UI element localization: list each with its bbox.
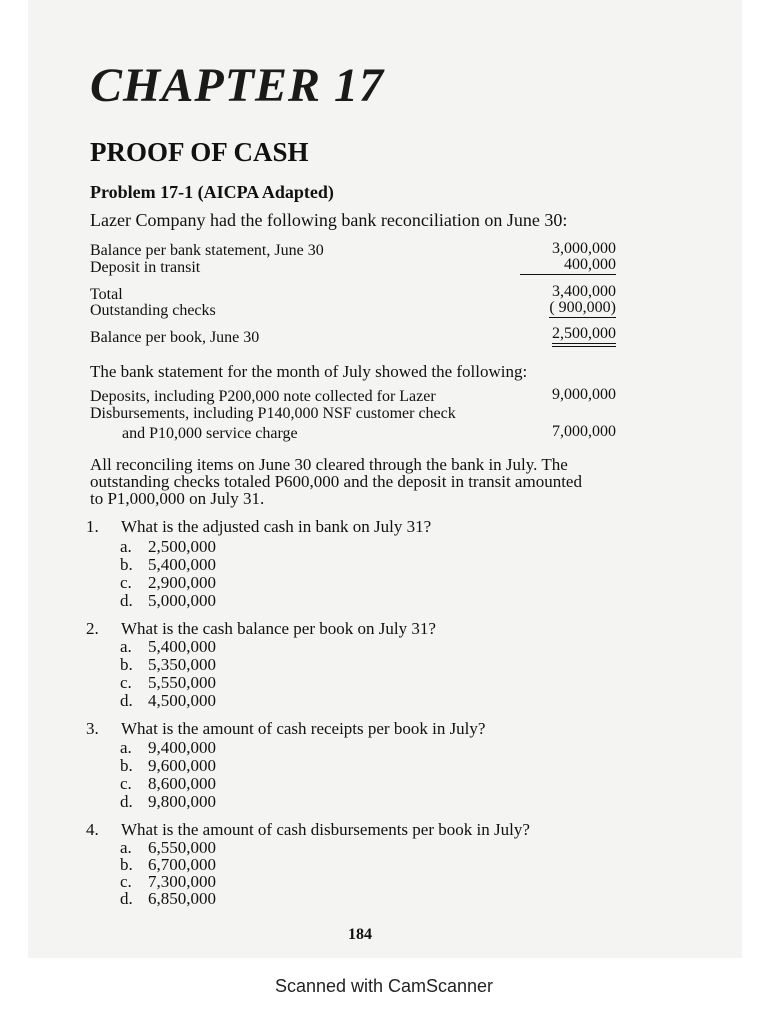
statement-value: 7,000,000: [552, 423, 616, 440]
answer-option: [120, 793, 216, 811]
bank-statement-intro: The bank statement for the month of July showed the following:: [90, 362, 528, 381]
option-value: 2,500,000: [148, 537, 216, 556]
question-number: 4.: [86, 820, 99, 839]
question-text: What is the cash balance per book on July 31?: [121, 619, 436, 638]
question-number: 2.: [86, 619, 99, 638]
rec-label: Total: [90, 286, 123, 303]
paragraph-line: outstanding checks totaled P600,000 and the deposit in transit amounted: [90, 472, 582, 491]
option-letter: d.: [120, 591, 133, 610]
answer-option: [120, 538, 216, 556]
option-value: 9,800,000: [148, 792, 216, 811]
option-letter: d.: [120, 792, 133, 811]
option-letter: d.: [120, 691, 133, 710]
option-letter: c.: [120, 872, 132, 891]
option-letter: c.: [120, 673, 132, 692]
answer-option: [120, 775, 216, 793]
rec-value: 400,000: [520, 256, 616, 275]
section-title: PROOF OF CASH: [90, 137, 309, 167]
answer-option: [120, 757, 216, 775]
problem-intro: Lazer Company had the following bank reconciliation on June 30:: [90, 210, 568, 230]
option-value: 6,700,000: [148, 855, 216, 874]
rec-value: ( 900,000): [549, 299, 616, 316]
option-letter: a.: [120, 738, 132, 757]
rec-label: Outstanding checks: [90, 302, 216, 319]
option-value: 6,550,000: [148, 838, 216, 857]
answer-option: [120, 656, 216, 674]
option-value: 6,850,000: [148, 889, 216, 908]
answer-option: [120, 556, 216, 574]
answer-option: [120, 638, 216, 656]
question-text: What is the amount of cash disbursements per book in July?: [121, 820, 530, 839]
answer-option: [120, 739, 216, 757]
answer-option: [120, 574, 216, 592]
option-value: 8,600,000: [148, 774, 216, 793]
rec-value: 3,400,000: [552, 283, 616, 300]
question-text: What is the amount of cash receipts per book in July?: [121, 719, 486, 738]
problem-heading: Problem 17-1 (AICPA Adapted): [90, 182, 334, 202]
option-value: 9,600,000: [148, 756, 216, 775]
chapter-heading: CHAPTER 17: [90, 59, 385, 112]
option-letter: a.: [120, 537, 132, 556]
option-value: 5,350,000: [148, 655, 216, 674]
option-value: 2,900,000: [148, 573, 216, 592]
option-value: 5,550,000: [148, 673, 216, 692]
answer-option: [120, 692, 216, 710]
question-number: 3.: [86, 719, 99, 738]
rec-value: 3,000,000: [552, 240, 616, 257]
option-letter: b.: [120, 555, 133, 574]
option-value: 7,300,000: [148, 872, 216, 891]
page-margin: [0, 0, 28, 958]
answer-option: [120, 674, 216, 692]
option-letter: b.: [120, 756, 133, 775]
option-letter: b.: [120, 855, 133, 874]
scanned-page: [28, 0, 742, 958]
statement-label: Deposits, including P200,000 note collected for Lazer: [90, 388, 436, 405]
option-value: 4,500,000: [148, 691, 216, 710]
statement-value: 9,000,000: [552, 386, 616, 403]
rec-label: Deposit in transit: [90, 259, 201, 276]
option-letter: c.: [120, 573, 132, 592]
option-value: 9,400,000: [148, 738, 216, 757]
question-text: What is the adjusted cash in bank on July 31?: [121, 517, 432, 536]
rec-label: Balance per book, June 30: [90, 329, 260, 346]
paragraph-line: to P1,000,000 on July 31.: [90, 489, 265, 508]
option-letter: c.: [120, 774, 132, 793]
page-number: 184: [348, 926, 372, 943]
paragraph-line: All reconciling items on June 30 cleared through the bank in July. The: [90, 455, 568, 474]
scanner-watermark: Scanned with CamScanner: [274, 976, 494, 996]
statement-label: Disbursements, including P140,000 NSF customer check: [90, 405, 456, 422]
answer-option: [120, 592, 216, 610]
option-value: 5,400,000: [148, 637, 216, 656]
statement-label: and P10,000 service charge: [122, 425, 298, 442]
option-letter: b.: [120, 655, 133, 674]
answer-option: [120, 890, 216, 908]
rec-value: 2,500,000: [552, 325, 616, 347]
option-value: 5,400,000: [148, 555, 216, 574]
option-value: 5,000,000: [148, 591, 216, 610]
option-letter: a.: [120, 838, 132, 857]
option-letter: d.: [120, 889, 133, 908]
rec-label: Balance per bank statement, June 30: [90, 242, 324, 259]
question-number: 1.: [86, 517, 99, 536]
option-letter: a.: [120, 637, 132, 656]
